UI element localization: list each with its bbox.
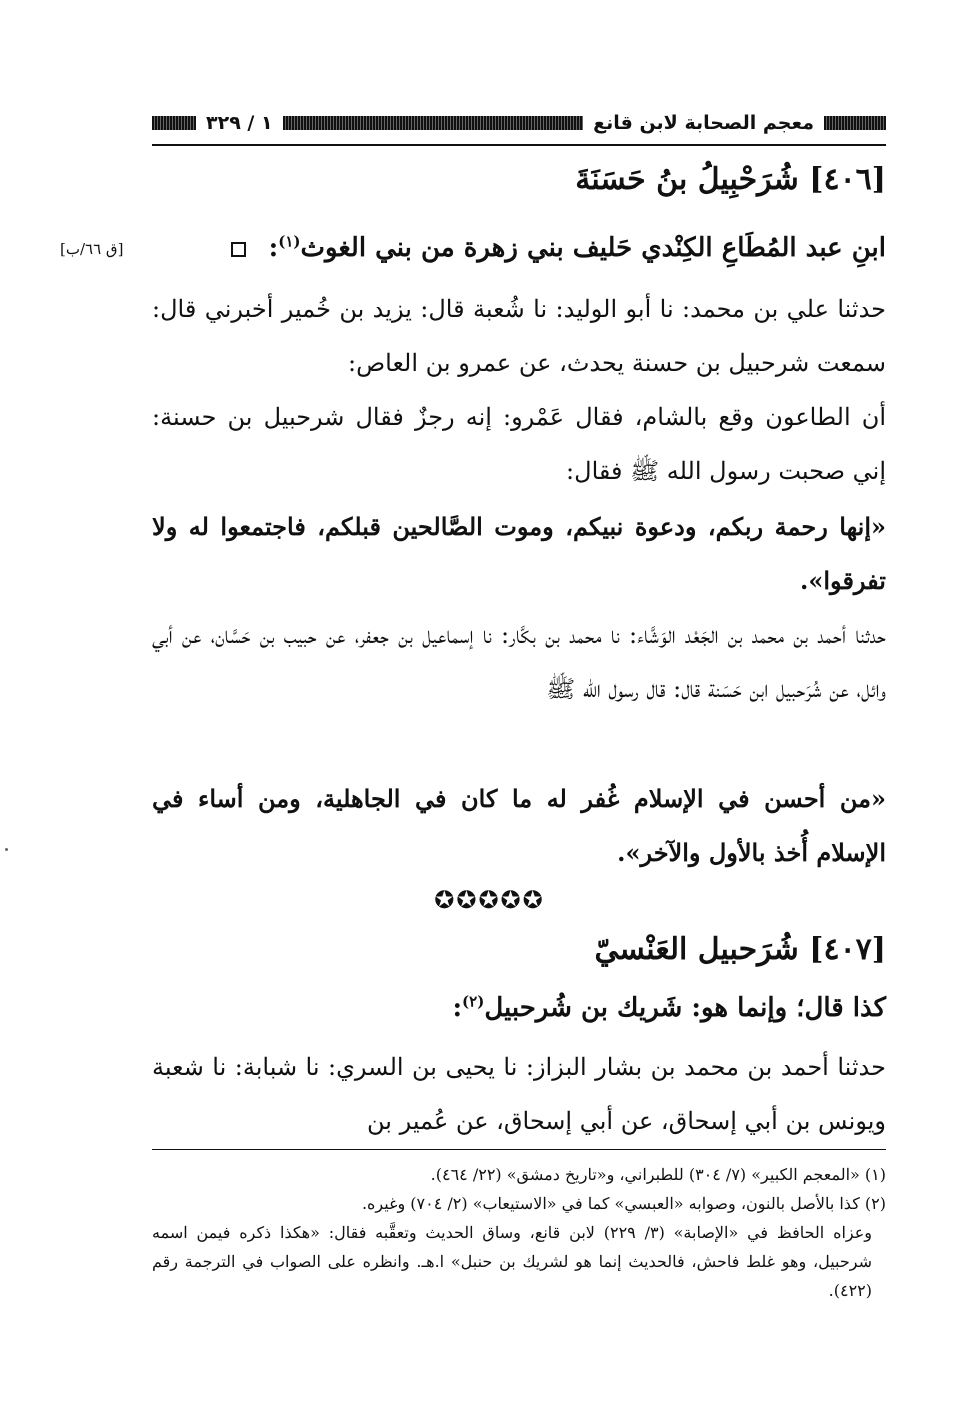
entry-406-isnad-2: حدثنا أحمد بن محمد بن الجَعْد الوَشَّاء: نا محمد بن بكَّار: نا إسماعيل بن جعفر، عن حبيب بن حَسَّان، عن أبي وائل، عن شُرَحبيل ابن حَسَنة قال: قال رسول الله ﷺ <box>152 621 886 703</box>
note-colon: : <box>452 993 463 1023</box>
header-ornament-bar <box>152 116 196 130</box>
note-text: كذا قال؛ وإنما هو: شَريك بن شُرحبيل <box>484 993 886 1023</box>
entry-406-isnad-1: حدثنا علي بن محمد: نا أبو الوليد: نا شُعبة قال: يزيد بن خُمير أخبرني قال: سمعت شرحبيل بن حسنة يحدث، عن عمرو بن العاص: <box>152 295 886 377</box>
entry-407-isnad: حدثنا أحمد بن محمد بن بشار البزاز: نا يحيى بن السري: نا شبابة: نا شعبة ويونس بن أبي إسحاق، عن أبي إسحاق، عن عُمير بن <box>152 1053 886 1135</box>
footnotes <box>152 1160 886 1305</box>
entry-406-lineage <box>152 228 886 268</box>
book-title: معجم الصحابة لابن قانع <box>593 112 814 134</box>
scan-speck <box>5 848 8 851</box>
footnote-2-continuation: وعزاه الحافظ في «الإصابة» (٣/ ٢٢٩) لابن قانع، وساق الحديث وتعقَّبه فقال: «هكذا ذكره فيمن اسمه شرحبيل، وهو غلط فاحش، فالحديث إنما هو لشريك بن حنبل» ا.هـ. وانظره على الصواب في الترجمة رقم (٤٢٢). <box>152 1223 872 1300</box>
entry-407-heading: [٤٠٧] شُرَحبيل العَنْسيّ <box>594 932 886 967</box>
footnote-2: (٢) كذا بالأصل بالنون، وصوابه «العبسي» كما في «الاستيعاب» (٢/ ٧٠٤) وغيره. <box>361 1194 886 1213</box>
header-ornament-bar <box>283 116 584 130</box>
entry-406-report: أن الطاعون وقع بالشام، فقال عَمْرو: إنه رجزٌ فقال شرحبيل بن حسنة: إني صحبت رسول الله ﷺ فقال: <box>152 403 886 485</box>
section-separator: ✪✪✪✪✪ <box>434 886 545 914</box>
entry-406-hadith-2: «من أحسن في الإسلام غُفر له ما كان في الجاهلية، ومن أساء في الإسلام أُخذ بالأول والآخر». <box>152 784 886 867</box>
entry-406-hadith-1: «إنها رحمة ربكم، ودعوة نبيكم، وموت الصَّالحين قبلكم، فاجتمعوا له ولا تفرقوا». <box>152 512 886 595</box>
running-header <box>152 106 886 140</box>
page-reference: ١ / ٣٢٩ <box>206 112 273 134</box>
footnote-ref-1: (١) <box>278 232 301 251</box>
entry-406-heading: [٤٠٦] شُرَحْبِيلُ بنُ حَسَنَةَ <box>575 162 886 197</box>
lineage-text: ابنِ عبد المُطَاعِ الكِنْدي حَليف بني زهرة من بني الغوث <box>300 233 886 263</box>
footnote-1: (١) «المعجم الكبير» (٧/ ٣٠٤) للطبراني، و«تاريخ دمشق» (٢٢/ ٤٦٤). <box>430 1165 886 1184</box>
manuscript-mark-icon <box>231 242 246 257</box>
header-ornament-bar <box>824 116 886 130</box>
footnote-rule <box>152 1149 886 1150</box>
footnote-ref-2: (٢) <box>462 992 485 1011</box>
entry-407-note <box>152 988 886 1028</box>
header-rule <box>152 144 886 146</box>
manuscript-folio-ref: [ق ٦٦/ب] <box>60 240 124 258</box>
lineage-colon: : <box>268 233 279 263</box>
